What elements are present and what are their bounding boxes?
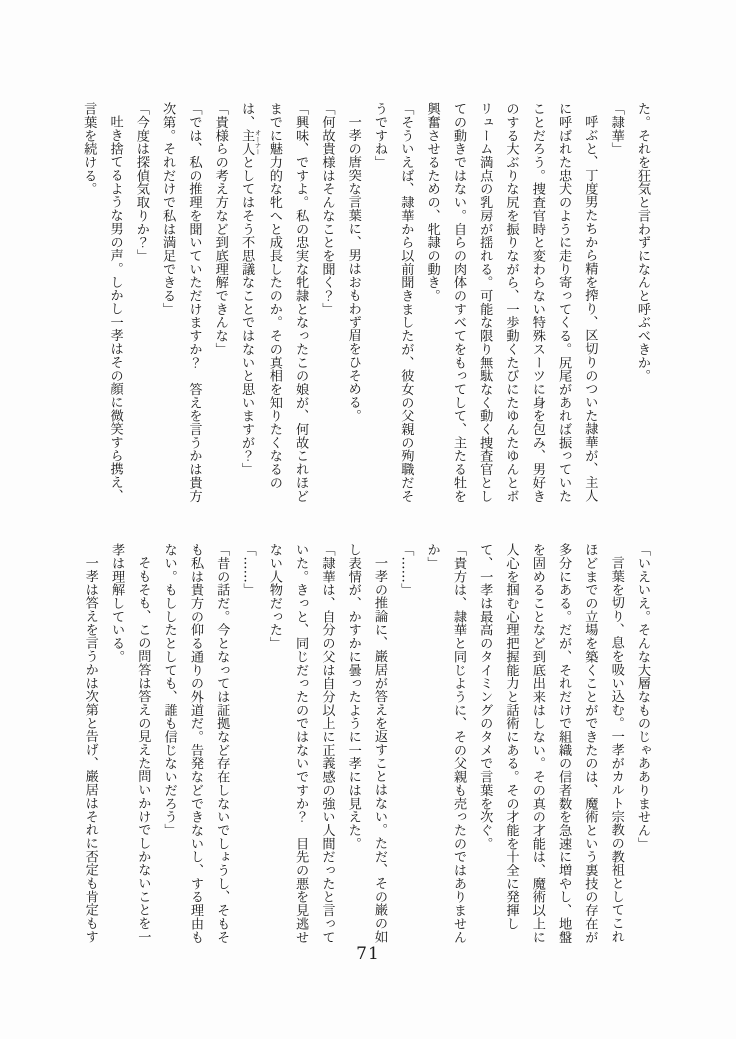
text-column: 「いえいえ。そんな大層なものじゃあありません」 [635, 543, 650, 851]
text-column: ての動きではない。自らの肉体のすべてをもってして、主たる牡を [450, 102, 466, 503]
text-block-bottom [76, 543, 655, 944]
text-column: も私は貴方の仰る通りの外道だ。告発などできないし、する理由も [187, 543, 203, 944]
text-column: 「……」 [398, 543, 414, 597]
page-number: 71 [356, 944, 380, 964]
text-column: に呼ばれた忠犬のように走り寄ってくる。尻尾があれば振っていた [556, 102, 572, 503]
text-column: は、主人 オーナーとしてはそう不思議なことではないと思いますが？」 [239, 102, 261, 476]
text-column: 「そういえば、隷華から以前聞きましたが、彼女の父親の殉職だそ [398, 102, 414, 503]
text-column: 「興味、ですよ。私の忠実な牝隷となったこの娘が、何故これほど [293, 102, 309, 503]
text-column: 次第。それだけで私は満足できる」 [160, 102, 176, 316]
text-column: て、一孝は最高のタイミングのタメで言葉を次ぐ。 [477, 543, 493, 851]
text-column: そもそも、この問答は答えの見えた問いかけでしかないことを一 [135, 556, 151, 944]
text-column: 「昔の話だ。今となっては証拠など存在しないでしょうし、そもそ [214, 543, 230, 944]
text-column: 孝は理解している。 [109, 543, 125, 664]
text-column: 「隷華は、自分の父は自分以上に正義感の強い人間だったと言って [319, 543, 335, 944]
text-column: ない人物だった」 [266, 543, 282, 650]
text-column: 「貴様らの考え方など到底理解できんな」 [212, 102, 228, 356]
text-column: うですね」 [372, 102, 388, 169]
text-column: 「隷華」 [608, 102, 624, 156]
text-block-top [75, 102, 655, 503]
text-column: 「貴方は、隷華と同じように、その父親も売ったのではありません [450, 543, 466, 944]
text-column: 興奮させるための、牝隷の動き。 [424, 102, 440, 303]
text-column: を固めることなど到底出来はしない。その真の才能は、魔術以上に [529, 543, 545, 944]
text-column: 「では、私の推理を聞いていただけますか？ 答えを言うかは貴方 [186, 102, 202, 503]
text-column: リューム満点の乳房が揺れる。可能な限り無駄なく動く捜査官とし [477, 102, 493, 503]
text-column: た。それを狂気と言わずになんと呼ぶべきか。 [635, 102, 650, 383]
text-column: ことだろう。捜査官時と変わらない特殊スーツに身を包み、男好き [529, 102, 545, 503]
text-column: 言葉を切り、息を吸い込む。一孝がカルト宗教の教祖としてこれ [608, 556, 624, 944]
text-column: 一孝は答えを言うかは次第と告げ、巌居はそれに否定も肯定もす [82, 556, 98, 944]
text-column: のする大ぶりな尻を振りながら、一歩動くたびにたゆんたゆんとボ [503, 102, 519, 503]
text-column: 多分にある。だが、それだけで組織の信者数を急速に増やし、地盤 [556, 543, 572, 944]
text-column: 人心を掴む心理把握能力と話術にある。その才能を十全に発揮し [503, 543, 519, 931]
text-column: 呼ぶと、丁度男たちから精を搾り、区切りのついた隷華が、主人 [582, 115, 598, 503]
text-column: 一孝の推論に、巌居が答えを返すことはない。ただ、その巌の如 [372, 556, 388, 944]
text-column: ほどまでの立場を築くことができたのは、魔術という裏技の存在が [582, 543, 598, 944]
text-column: 「何故貴様はそんなことを聞く？」 [319, 102, 335, 316]
text-column: し表情が、かすかに曇ったように一孝には見えた。 [345, 543, 361, 851]
text-column: までに魅力的な牝へと成長したのか。その真相を知りたくなるの [266, 102, 282, 490]
text-column: 一孝の唐突な言葉に、男はおもわず眉をひそめる。 [345, 115, 361, 423]
text-column: 言葉を続ける。 [81, 102, 97, 196]
text-column: 「……」 [240, 543, 256, 597]
text-column: 吐き捨てるような男の声。しかし一孝はその顔に微笑すら携え、 [107, 115, 123, 503]
text-column: 「今度は探偵気取りか？」 [133, 102, 149, 263]
text-column: ない。もししたとしても、誰も信じないだろう」 [161, 543, 177, 837]
text-column: いた。きっと、同じだったのではないですか？ 目先の悪を見逃せ [293, 543, 309, 944]
text-column: か」 [424, 543, 440, 570]
furigana-term: 主人 オーナー [239, 128, 261, 156]
